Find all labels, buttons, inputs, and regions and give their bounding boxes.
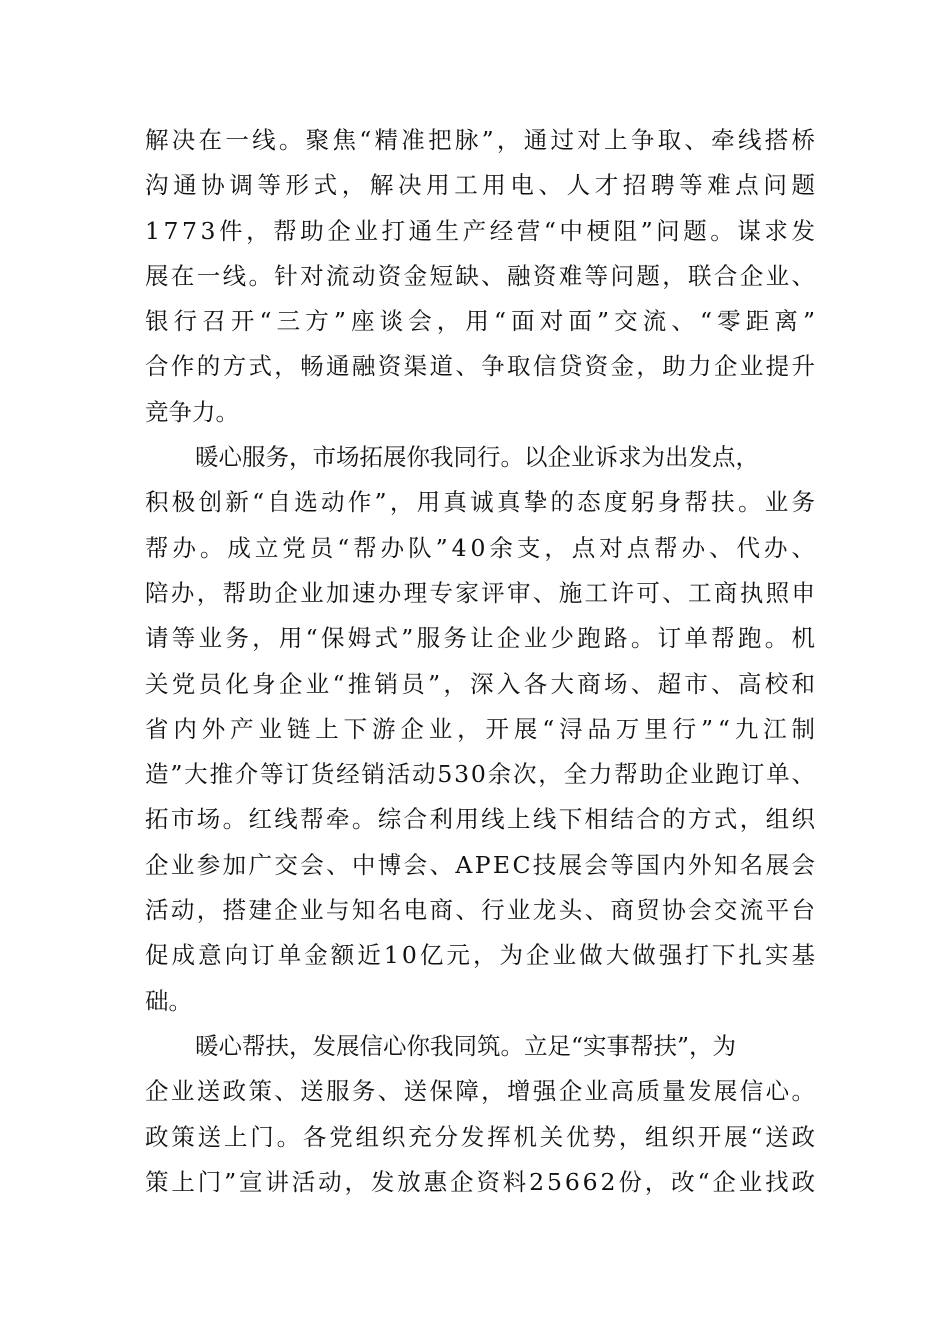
line-text: 关党员化身企业“推销员”，深入各大商场、超市、高校和 xyxy=(145,669,819,698)
text-line xyxy=(145,390,815,435)
line-text: 政策送上门。各党组织充分发挥机关优势，组织开展“送政 xyxy=(145,1122,818,1151)
text-line xyxy=(145,480,819,525)
line-text: 省内外产业链上下游企业，开展“浔品万里行”“九江制 xyxy=(145,714,820,743)
text-line xyxy=(145,616,819,661)
line-text: 陪办，帮助企业加速办理专家评审、施工许可、工商执照申 xyxy=(145,578,818,607)
line-text: 拓市场。红线帮牵。综合利用线上线下相结合的方式，组织 xyxy=(145,805,818,834)
line-text: 解决在一线。聚焦“精准把脉”，通过对上争取、牵线搭桥 xyxy=(145,126,819,154)
line-text: 银行召开“三方”座谈会，用“面对面”交流、“零距离” xyxy=(145,307,821,336)
text-line xyxy=(145,797,818,842)
text-line xyxy=(145,979,815,1024)
text-line xyxy=(145,526,819,571)
line-text: 暖心帮扶，发展信心你我同筑。立足“实事帮扶”，为 xyxy=(195,1031,737,1060)
line-text: 暖心服务，市场拓展你我同行。以企业诉求为出发点， xyxy=(195,443,759,472)
line-text: 企业参加广交会、中博会、APEC技展会等国内外知名展会 xyxy=(145,850,818,879)
text-line xyxy=(145,843,818,888)
text-line xyxy=(145,344,818,389)
text-line xyxy=(145,1160,818,1205)
text-line xyxy=(145,707,820,752)
text-line xyxy=(145,1024,815,1069)
text-line xyxy=(145,209,819,254)
line-text: 请等业务，用“保姆式”服务让企业少跑路。订单帮跑。机 xyxy=(145,624,819,653)
text-line xyxy=(145,933,819,978)
line-text: 展在一线。针对流动资金短缺、融资难等问题，联合企业、 xyxy=(145,261,818,290)
text-line xyxy=(145,163,820,208)
line-text: 造”大推介等订货经销活动530余次，全力帮助企业跑订单、 xyxy=(145,760,817,789)
text-line xyxy=(145,254,818,299)
line-text: 1773件，帮助企业打通生产经营“中梗阻”问题。谋求发 xyxy=(145,216,819,245)
line-text: 促成意向订单金额近10亿元，为企业做大做强打下扎实基 xyxy=(145,941,819,970)
line-text: 沟通协调等形式，解决用工用电、人才招聘等难点问题 xyxy=(145,171,820,200)
line-text: 合作的方式，畅通融资渠道、争取信贷资金，助力企业提升 xyxy=(145,352,818,381)
line-text: 积极创新“自选动作”，用真诚真挚的态度躬身帮扶。业务 xyxy=(145,488,819,517)
text-line xyxy=(145,571,818,616)
text-line xyxy=(145,435,815,480)
text-line xyxy=(145,299,821,344)
body-text xyxy=(145,118,821,1205)
text-line xyxy=(145,662,819,707)
line-text: 活动，搭建企业与知名电商、行业龙头、商贸协会交流平台 xyxy=(145,896,818,925)
line-text: 础。 xyxy=(145,986,192,1015)
text-line xyxy=(145,1069,818,1114)
text-line xyxy=(145,118,819,163)
line-text: 企业送政策、送服务、送保障，增强企业高质量发展信心。 xyxy=(145,1077,818,1106)
text-line xyxy=(145,752,815,797)
line-text: 帮办。成立党员“帮办队”40余支，点对点帮办、代办、 xyxy=(145,533,819,562)
line-text: 策上门”宣讲活动，发放惠企资料25662份，改“企业找政 xyxy=(145,1167,818,1196)
text-line xyxy=(145,1115,818,1160)
line-text: 竞争力。 xyxy=(145,397,239,426)
text-line xyxy=(145,888,818,933)
